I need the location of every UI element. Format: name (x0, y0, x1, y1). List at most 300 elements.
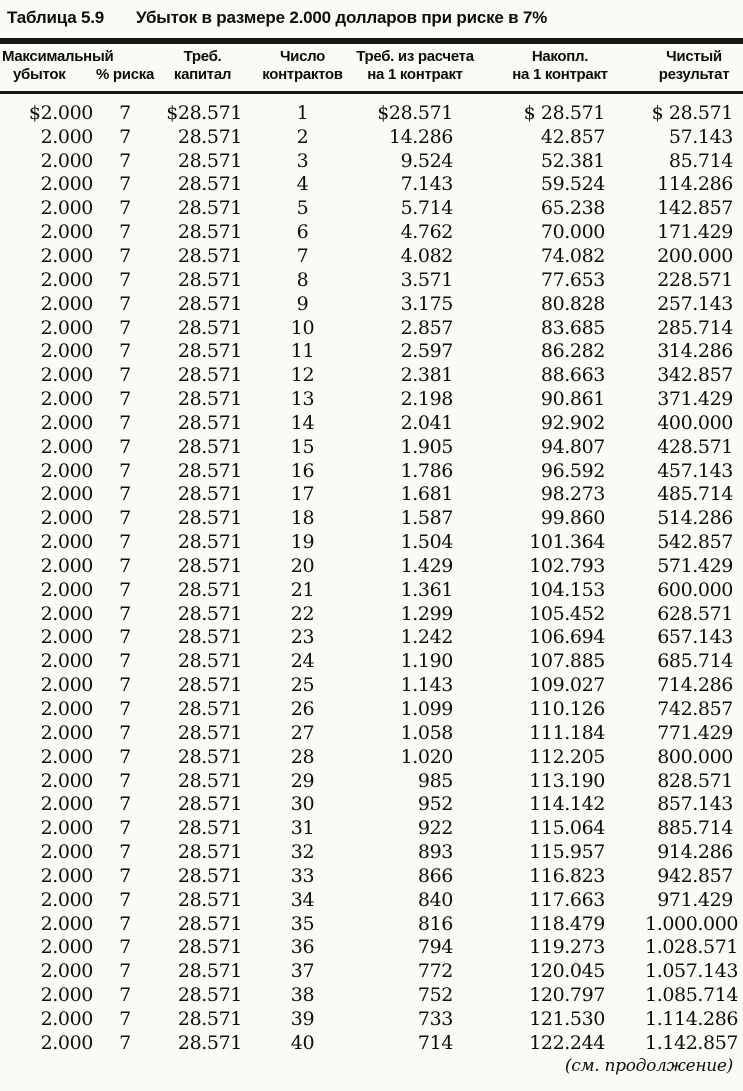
cell-net-result: 1.057.143 (645, 960, 739, 983)
cell-net-result: $ 28.571 (651, 101, 733, 124)
cell-contracts-count: 20 (290, 554, 315, 577)
cell-accumulated-per-contract: 122.244 (529, 1031, 605, 1054)
cell-required-capital: 28.571 (177, 411, 242, 434)
cell-required-capital: 28.571 (177, 149, 242, 172)
cell-net-result: 1.028.571 (645, 936, 739, 959)
cell-net-result: 485.714 (657, 483, 733, 506)
cell-required-per-contract: 2.041 (400, 411, 453, 434)
cell-risk-percent: 7 (119, 602, 131, 625)
cell-accumulated-per-contract: 104.153 (529, 578, 605, 601)
cell-required-per-contract: 752 (417, 984, 453, 1007)
table-row (0, 316, 743, 340)
table-row (0, 125, 743, 149)
cell-risk-percent: 7 (119, 221, 131, 244)
cell-risk-percent: 7 (119, 364, 131, 387)
cell-accumulated-per-contract: 115.957 (529, 841, 605, 864)
cell-net-result: 114.286 (657, 173, 733, 196)
cell-contracts-count: 31 (290, 817, 315, 840)
cell-max-loss: 2.000 (40, 626, 93, 649)
cell-contracts-count: 17 (290, 483, 315, 506)
cell-contracts-count: 2 (296, 125, 309, 148)
table-row (0, 530, 743, 554)
cell-accumulated-per-contract: 113.190 (529, 769, 605, 792)
cell-max-loss: 2.000 (40, 817, 93, 840)
cell-max-loss: 2.000 (40, 698, 93, 721)
cell-required-per-contract: 1.504 (400, 531, 453, 554)
column-header-required-per-contract: Треб. из расчета на 1 контракт (355, 44, 475, 93)
cell-contracts-count: 40 (290, 1031, 315, 1054)
table-caption (0, 7, 743, 33)
cell-contracts-count: 26 (290, 698, 315, 721)
cell-risk-percent: 7 (119, 149, 131, 172)
cell-net-result: 885.714 (657, 817, 733, 840)
cell-required-capital: 28.571 (177, 578, 242, 601)
cell-required-capital: 28.571 (177, 435, 242, 458)
column-header-risk-percent: % риска (95, 44, 155, 93)
cell-required-per-contract: 3.571 (400, 268, 453, 291)
cell-net-result: 742.857 (657, 698, 733, 721)
cell-accumulated-per-contract: 70.000 (540, 221, 605, 244)
cell-net-result: 600.000 (657, 578, 733, 601)
cell-required-per-contract: 1.058 (400, 721, 453, 744)
cell-max-loss: 2.000 (40, 268, 93, 291)
cell-net-result: 342.857 (657, 364, 733, 387)
cell-accumulated-per-contract: 101.364 (529, 531, 605, 554)
table-row (0, 363, 743, 387)
table-header (0, 44, 743, 93)
table-row (0, 1031, 743, 1055)
cell-required-per-contract: 2.857 (400, 316, 453, 339)
cell-required-capital: $28.571 (166, 101, 242, 124)
cell-contracts-count: 21 (290, 578, 315, 601)
cell-required-per-contract: 1.429 (400, 554, 453, 577)
cell-required-per-contract: 1.681 (400, 483, 453, 506)
cell-risk-percent: 7 (119, 960, 131, 983)
cell-contracts-count: 22 (290, 602, 315, 625)
cell-required-per-contract: 2.198 (400, 388, 453, 411)
cell-accumulated-per-contract: 120.045 (529, 960, 605, 983)
cell-net-result: 714.286 (657, 674, 733, 697)
table-row (0, 196, 743, 220)
cell-required-per-contract: 816 (417, 912, 453, 935)
cell-accumulated-per-contract: 115.064 (529, 817, 605, 840)
cell-required-per-contract: 1.299 (400, 602, 453, 625)
table-number-label: Таблица 5.9 (7, 8, 105, 27)
cell-net-result: 771.429 (657, 721, 733, 744)
cell-contracts-count: 3 (296, 149, 309, 172)
cell-risk-percent: 7 (119, 435, 131, 458)
cell-net-result: 571.429 (657, 554, 733, 577)
cell-accumulated-per-contract: 114.142 (529, 793, 605, 816)
cell-contracts-count: 28 (290, 745, 315, 768)
cell-risk-percent: 7 (119, 459, 131, 482)
cell-required-capital: 28.571 (177, 721, 242, 744)
table-row (0, 888, 743, 912)
cell-contracts-count: 38 (290, 984, 315, 1007)
table-row (0, 912, 743, 936)
cell-required-per-contract: 14.286 (388, 125, 453, 148)
cell-contracts-count: 23 (290, 626, 315, 649)
cell-accumulated-per-contract: 96.592 (540, 459, 605, 482)
cell-max-loss: 2.000 (40, 483, 93, 506)
table-row (0, 792, 743, 816)
cell-accumulated-per-contract: 52.381 (540, 149, 605, 172)
cell-net-result: 628.571 (657, 602, 733, 625)
table-row (0, 745, 743, 769)
cell-max-loss: 2.000 (40, 388, 93, 411)
cell-contracts-count: 4 (296, 173, 309, 196)
cell-net-result: 428.571 (657, 435, 733, 458)
cell-net-result: 942.857 (657, 864, 733, 887)
cell-net-result: 1.114.286 (645, 1007, 739, 1030)
cell-accumulated-per-contract: 107.885 (529, 650, 605, 673)
cell-risk-percent: 7 (119, 769, 131, 792)
cell-required-per-contract: 4.762 (400, 221, 453, 244)
cell-risk-percent: 7 (119, 125, 131, 148)
cell-accumulated-per-contract: 119.273 (529, 936, 605, 959)
cell-required-per-contract: 866 (417, 864, 453, 887)
cell-accumulated-per-contract: 42.857 (540, 125, 605, 148)
cell-required-capital: 28.571 (177, 173, 242, 196)
cell-required-capital: 28.571 (177, 960, 242, 983)
cell-required-capital: 28.571 (177, 1007, 242, 1030)
cell-risk-percent: 7 (119, 888, 131, 911)
cell-risk-percent: 7 (119, 698, 131, 721)
cell-contracts-count: 27 (290, 721, 315, 744)
cell-max-loss: 2.000 (40, 1031, 93, 1054)
cell-max-loss: 2.000 (40, 745, 93, 768)
cell-required-capital: 28.571 (177, 244, 242, 267)
cell-contracts-count: 37 (290, 960, 315, 983)
cell-net-result: 685.714 (657, 650, 733, 673)
cell-net-result: 1.085.714 (645, 984, 739, 1007)
cell-required-capital: 28.571 (177, 698, 242, 721)
cell-required-capital: 28.571 (177, 912, 242, 935)
cell-net-result: 57.143 (668, 125, 733, 148)
table-row (0, 268, 743, 292)
cell-required-capital: 28.571 (177, 316, 242, 339)
continuation-note: (см. продолжение) (564, 1055, 733, 1076)
cell-required-per-contract: 1.020 (400, 745, 453, 768)
cell-contracts-count: 39 (290, 1007, 315, 1030)
cell-required-capital: 28.571 (177, 459, 242, 482)
cell-max-loss: 2.000 (40, 864, 93, 887)
table-row (0, 626, 743, 650)
cell-required-capital: 28.571 (177, 483, 242, 506)
cell-required-capital: 28.571 (177, 626, 242, 649)
cell-max-loss: 2.000 (40, 554, 93, 577)
cell-risk-percent: 7 (119, 173, 131, 196)
cell-required-capital: 28.571 (177, 841, 242, 864)
cell-max-loss: 2.000 (40, 221, 93, 244)
column-header-net-result: Чистый результат (645, 44, 743, 93)
table-row (0, 339, 743, 363)
cell-risk-percent: 7 (119, 554, 131, 577)
cell-contracts-count: 36 (290, 936, 315, 959)
cell-net-result: 400.000 (657, 411, 733, 434)
cell-risk-percent: 7 (119, 244, 131, 267)
cell-risk-percent: 7 (119, 388, 131, 411)
cell-max-loss: 2.000 (40, 340, 93, 363)
cell-max-loss: 2.000 (40, 888, 93, 911)
cell-accumulated-per-contract: 102.793 (529, 554, 605, 577)
cell-net-result: 542.857 (657, 531, 733, 554)
table-row (0, 673, 743, 697)
cell-contracts-count: 34 (290, 888, 315, 911)
cell-accumulated-per-contract: 86.282 (540, 340, 605, 363)
cell-required-per-contract: 893 (417, 841, 453, 864)
table-row (0, 697, 743, 721)
cell-max-loss: 2.000 (40, 578, 93, 601)
cell-max-loss: 2.000 (40, 602, 93, 625)
cell-net-result: 457.143 (657, 459, 733, 482)
cell-risk-percent: 7 (119, 531, 131, 554)
cell-max-loss: 2.000 (40, 531, 93, 554)
cell-required-per-contract: 985 (417, 769, 453, 792)
cell-risk-percent: 7 (119, 745, 131, 768)
cell-contracts-count: 11 (290, 340, 315, 363)
cell-contracts-count: 18 (290, 507, 315, 530)
table-row (0, 149, 743, 173)
cell-accumulated-per-contract: 80.828 (540, 292, 605, 315)
cell-required-capital: 28.571 (177, 984, 242, 1007)
cell-max-loss: 2.000 (40, 650, 93, 673)
table-row (0, 93, 743, 125)
cell-contracts-count: 1 (296, 101, 309, 124)
cell-required-capital: 28.571 (177, 388, 242, 411)
cell-required-per-contract: 714 (417, 1031, 453, 1054)
cell-required-per-contract: 2.381 (400, 364, 453, 387)
cell-accumulated-per-contract: 65.238 (540, 197, 605, 220)
cell-accumulated-per-contract: 74.082 (540, 244, 605, 267)
table-row (0, 292, 743, 316)
cell-accumulated-per-contract: 116.823 (529, 864, 605, 887)
cell-max-loss: 2.000 (40, 769, 93, 792)
table-row (0, 411, 743, 435)
cell-risk-percent: 7 (119, 316, 131, 339)
table-row (0, 721, 743, 745)
cell-accumulated-per-contract: 92.902 (540, 411, 605, 434)
cell-net-result: 171.429 (657, 221, 733, 244)
cell-max-loss: 2.000 (40, 435, 93, 458)
cell-contracts-count: 6 (296, 221, 309, 244)
cell-max-loss: 2.000 (40, 793, 93, 816)
cell-max-loss: 2.000 (40, 364, 93, 387)
cell-risk-percent: 7 (119, 1031, 131, 1054)
cell-contracts-count: 15 (290, 435, 315, 458)
cell-required-capital: 28.571 (177, 340, 242, 363)
cell-accumulated-per-contract: 118.479 (529, 912, 605, 935)
cell-contracts-count: 33 (290, 864, 315, 887)
cell-accumulated-per-contract: 94.807 (540, 435, 605, 458)
cell-accumulated-per-contract: 99.860 (540, 507, 605, 530)
table-row (0, 173, 743, 197)
cell-risk-percent: 7 (119, 197, 131, 220)
cell-contracts-count: 14 (290, 411, 315, 434)
cell-contracts-count: 16 (290, 459, 315, 482)
cell-contracts-count: 19 (290, 531, 315, 554)
table-row (0, 459, 743, 483)
cell-required-capital: 28.571 (177, 602, 242, 625)
cell-contracts-count: 9 (296, 292, 309, 315)
cell-accumulated-per-contract: 121.530 (529, 1007, 605, 1030)
cell-max-loss: 2.000 (40, 411, 93, 434)
cell-risk-percent: 7 (119, 674, 131, 697)
cell-risk-percent: 7 (119, 912, 131, 935)
cell-required-per-contract: $28.571 (377, 101, 453, 124)
cell-net-result: 857.143 (657, 793, 733, 816)
cell-required-per-contract: 1.190 (400, 650, 453, 673)
table-row (0, 602, 743, 626)
cell-required-capital: 28.571 (177, 936, 242, 959)
cell-net-result: 314.286 (657, 340, 733, 363)
cell-max-loss: 2.000 (40, 841, 93, 864)
table-row (0, 649, 743, 673)
cell-max-loss: 2.000 (40, 149, 93, 172)
cell-required-capital: 28.571 (177, 221, 242, 244)
cell-required-capital: 28.571 (177, 769, 242, 792)
cell-accumulated-per-contract: 77.653 (540, 268, 605, 291)
cell-contracts-count: 8 (296, 268, 309, 291)
cell-required-per-contract: 1.587 (400, 507, 453, 530)
table-row (0, 864, 743, 888)
cell-net-result: 85.714 (668, 149, 733, 172)
table-row (0, 816, 743, 840)
cell-risk-percent: 7 (119, 268, 131, 291)
cell-risk-percent: 7 (119, 626, 131, 649)
cell-required-per-contract: 733 (417, 1007, 453, 1030)
cell-required-per-contract: 1.143 (400, 674, 453, 697)
column-header-required-capital: Треб. капитал (155, 44, 250, 93)
cell-required-per-contract: 1.099 (400, 698, 453, 721)
table-row (0, 435, 743, 459)
cell-net-result: 228.571 (657, 268, 733, 291)
cell-required-per-contract: 772 (417, 960, 453, 983)
cell-net-result: 200.000 (657, 244, 733, 267)
cell-max-loss: 2.000 (40, 244, 93, 267)
cell-accumulated-per-contract: 59.524 (540, 173, 605, 196)
cell-net-result: 800.000 (657, 745, 733, 768)
cell-risk-percent: 7 (119, 101, 131, 124)
table-row (0, 959, 743, 983)
cell-required-per-contract: 9.524 (400, 149, 453, 172)
cell-required-capital: 28.571 (177, 125, 242, 148)
cell-contracts-count: 24 (290, 650, 315, 673)
cell-required-per-contract: 7.143 (400, 173, 453, 196)
table-row (0, 220, 743, 244)
table-body (0, 93, 743, 1055)
table-title-text: Убыток в размере 2.000 долларов при риске в 7% (136, 8, 548, 27)
cell-risk-percent: 7 (119, 721, 131, 744)
cell-accumulated-per-contract: 120.797 (529, 984, 605, 1007)
cell-net-result: 142.857 (657, 197, 733, 220)
cell-max-loss: 2.000 (40, 173, 93, 196)
cell-risk-percent: 7 (119, 936, 131, 959)
cell-contracts-count: 5 (296, 197, 309, 220)
cell-max-loss: 2.000 (40, 316, 93, 339)
cell-required-per-contract: 922 (417, 817, 453, 840)
cell-required-per-contract: 1.242 (400, 626, 453, 649)
cell-required-capital: 28.571 (177, 364, 242, 387)
cell-net-result: 828.571 (657, 769, 733, 792)
cell-risk-percent: 7 (119, 340, 131, 363)
table-row (0, 840, 743, 864)
cell-required-capital: 28.571 (177, 674, 242, 697)
cell-net-result: 971.429 (657, 888, 733, 911)
cell-risk-percent: 7 (119, 1007, 131, 1030)
cell-max-loss: 2.000 (40, 984, 93, 1007)
cell-max-loss: 2.000 (40, 507, 93, 530)
cell-required-per-contract: 1.786 (400, 459, 453, 482)
table-row (0, 578, 743, 602)
cell-contracts-count: 7 (296, 244, 309, 267)
cell-required-capital: 28.571 (177, 554, 242, 577)
cell-risk-percent: 7 (119, 578, 131, 601)
cell-net-result: 285.714 (657, 316, 733, 339)
cell-accumulated-per-contract: 106.694 (529, 626, 605, 649)
cell-risk-percent: 7 (119, 984, 131, 1007)
column-header-accumulated-per-contract: Накопл. на 1 контракт (475, 44, 645, 93)
cell-required-capital: 28.571 (177, 793, 242, 816)
cell-required-capital: 28.571 (177, 650, 242, 673)
table-row (0, 483, 743, 507)
cell-net-result: 914.286 (657, 841, 733, 864)
table-row (0, 1007, 743, 1031)
cell-accumulated-per-contract: 98.273 (540, 483, 605, 506)
cell-accumulated-per-contract: 105.452 (529, 602, 605, 625)
cell-max-loss: 2.000 (40, 125, 93, 148)
cell-risk-percent: 7 (119, 817, 131, 840)
cell-contracts-count: 25 (290, 674, 315, 697)
cell-accumulated-per-contract: 90.861 (540, 388, 605, 411)
cell-accumulated-per-contract: 112.205 (529, 745, 605, 768)
cell-accumulated-per-contract: 110.126 (529, 698, 605, 721)
cell-required-capital: 28.571 (177, 268, 242, 291)
cell-required-per-contract: 2.597 (400, 340, 453, 363)
table-row (0, 244, 743, 268)
cell-contracts-count: 10 (290, 316, 315, 339)
cell-required-capital: 28.571 (177, 745, 242, 768)
cell-contracts-count: 35 (290, 912, 315, 935)
table-row (0, 387, 743, 411)
cell-required-per-contract: 794 (417, 936, 453, 959)
table-row (0, 983, 743, 1007)
cell-required-capital: 28.571 (177, 817, 242, 840)
cell-required-capital: 28.571 (177, 864, 242, 887)
cell-accumulated-per-contract: 117.663 (529, 888, 605, 911)
cell-accumulated-per-contract: 109.027 (529, 674, 605, 697)
cell-risk-percent: 7 (119, 411, 131, 434)
cell-contracts-count: 30 (290, 793, 315, 816)
cell-required-per-contract: 4.082 (400, 244, 453, 267)
table-row (0, 506, 743, 530)
cell-required-per-contract: 1.361 (400, 578, 453, 601)
cell-required-capital: 28.571 (177, 888, 242, 911)
cell-required-per-contract: 1.905 (400, 435, 453, 458)
column-header-max-loss: Максимальный убыток (0, 44, 95, 93)
cell-max-loss: 2.000 (40, 292, 93, 315)
cell-net-result: 371.429 (657, 388, 733, 411)
cell-contracts-count: 32 (290, 841, 315, 864)
cell-required-capital: 28.571 (177, 292, 242, 315)
cell-required-capital: 28.571 (177, 1031, 242, 1054)
cell-required-per-contract: 5.714 (400, 197, 453, 220)
cell-risk-percent: 7 (119, 864, 131, 887)
cell-required-capital: 28.571 (177, 531, 242, 554)
loss-risk-table (0, 44, 743, 1055)
cell-required-per-contract: 952 (417, 793, 453, 816)
cell-required-per-contract: 840 (417, 888, 453, 911)
